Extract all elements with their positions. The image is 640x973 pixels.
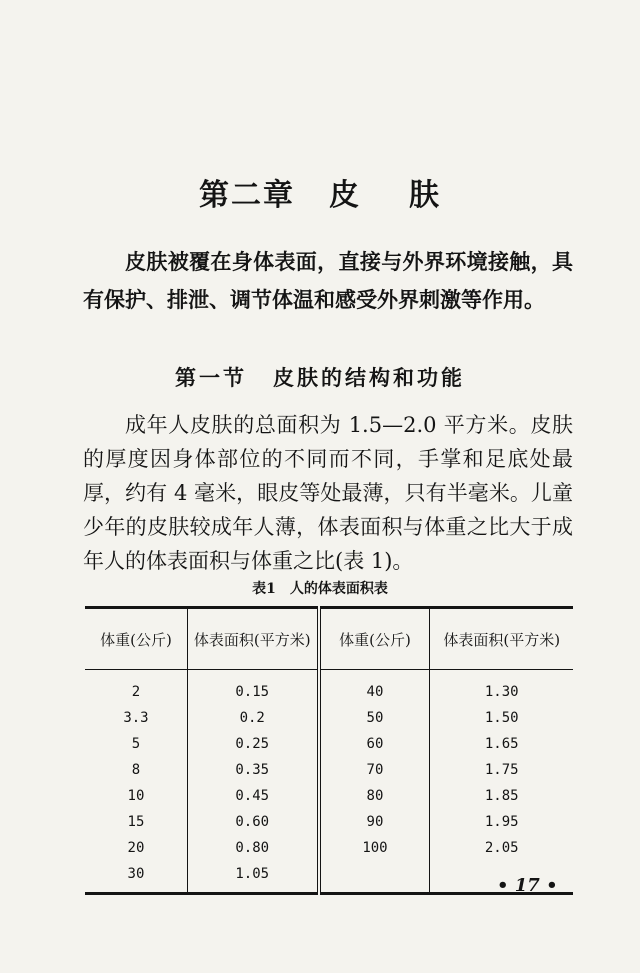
area-cell: 0.25 — [187, 731, 318, 757]
area-cell: 1.30 — [484, 684, 519, 700]
table-row — [85, 757, 573, 783]
chapter-name-char-2: 肤 — [409, 178, 441, 213]
weight-cell: 3.3 — [85, 705, 187, 731]
body-surface-area-table — [85, 606, 573, 895]
weight-cell: 80 — [319, 783, 430, 809]
weight-cell: 15 — [85, 809, 187, 835]
area-cell: 1.50 — [484, 710, 519, 726]
weight-cell: 2 — [85, 670, 187, 706]
weight-cell: 60 — [319, 731, 430, 757]
table-row — [85, 731, 573, 757]
chapter-number: 第二章 — [199, 178, 295, 213]
header-weight-1: 体重(公斤) — [85, 608, 187, 670]
area-cell: 0.35 — [187, 757, 318, 783]
table-row — [85, 670, 573, 706]
section-name: 皮肤的结构和功能 — [273, 365, 465, 390]
weight-cell: 10 — [85, 783, 187, 809]
header-area-2: 体表面积(平方米) — [430, 608, 573, 670]
page-number: • 17 • — [497, 875, 558, 896]
weight-cell: 30 — [85, 861, 187, 894]
weight-cell: 20 — [85, 835, 187, 861]
area-cell: 0.15 — [187, 670, 318, 706]
weight-cell: 5 — [85, 731, 187, 757]
chapter-title — [0, 170, 640, 214]
header-area-1: 体表面积(平方米) — [187, 608, 318, 670]
area-cell: 1.05 — [187, 861, 318, 894]
section-title — [0, 362, 640, 392]
section-number: 第一节 — [175, 365, 247, 390]
weight-cell — [319, 861, 430, 894]
area-cell: 0.80 — [187, 835, 318, 861]
table-row — [85, 705, 573, 731]
area-cell: 1.85 — [484, 788, 519, 804]
table-row — [85, 783, 573, 809]
area-cell: 1.75 — [484, 762, 519, 778]
header-weight-2: 体重(公斤) — [319, 608, 430, 670]
weight-cell: 70 — [319, 757, 430, 783]
area-cell: 2.05 — [484, 840, 519, 856]
table-row — [85, 835, 573, 861]
weight-cell: 50 — [319, 705, 430, 731]
body-paragraph: 成年人皮肤的总面积为 1.5—2.0 平方米。皮肤的厚度因身体部位的不同而不同，手掌和足底处最厚，约有 4 毫米，眼皮等处最薄，只有半毫米。儿童少年的皮肤较成年人薄，体表面积与体重之比大于成年人的体表面积与体重之比(表 1)。 — [83, 413, 573, 573]
area-cell: 0.60 — [187, 809, 318, 835]
area-cell: 0.2 — [187, 705, 318, 731]
chapter-name-char-1: 皮 — [329, 178, 361, 213]
weight-cell: 100 — [319, 835, 430, 861]
chapter-intro-paragraph: 皮肤被覆在身体表面，直接与外界环境接触，具有保护、排泄、调节体温和感受外界刺激等作用。 — [83, 249, 573, 312]
area-cell: 0.45 — [187, 783, 318, 809]
area-cell: 1.95 — [484, 814, 519, 830]
table-header-row — [85, 608, 573, 670]
weight-cell: 40 — [319, 670, 430, 706]
area-cell: 1.65 — [484, 736, 519, 752]
weight-cell: 8 — [85, 757, 187, 783]
table-caption: 表1 人的体表面积表 — [252, 581, 388, 597]
table-row — [85, 809, 573, 835]
weight-cell: 90 — [319, 809, 430, 835]
